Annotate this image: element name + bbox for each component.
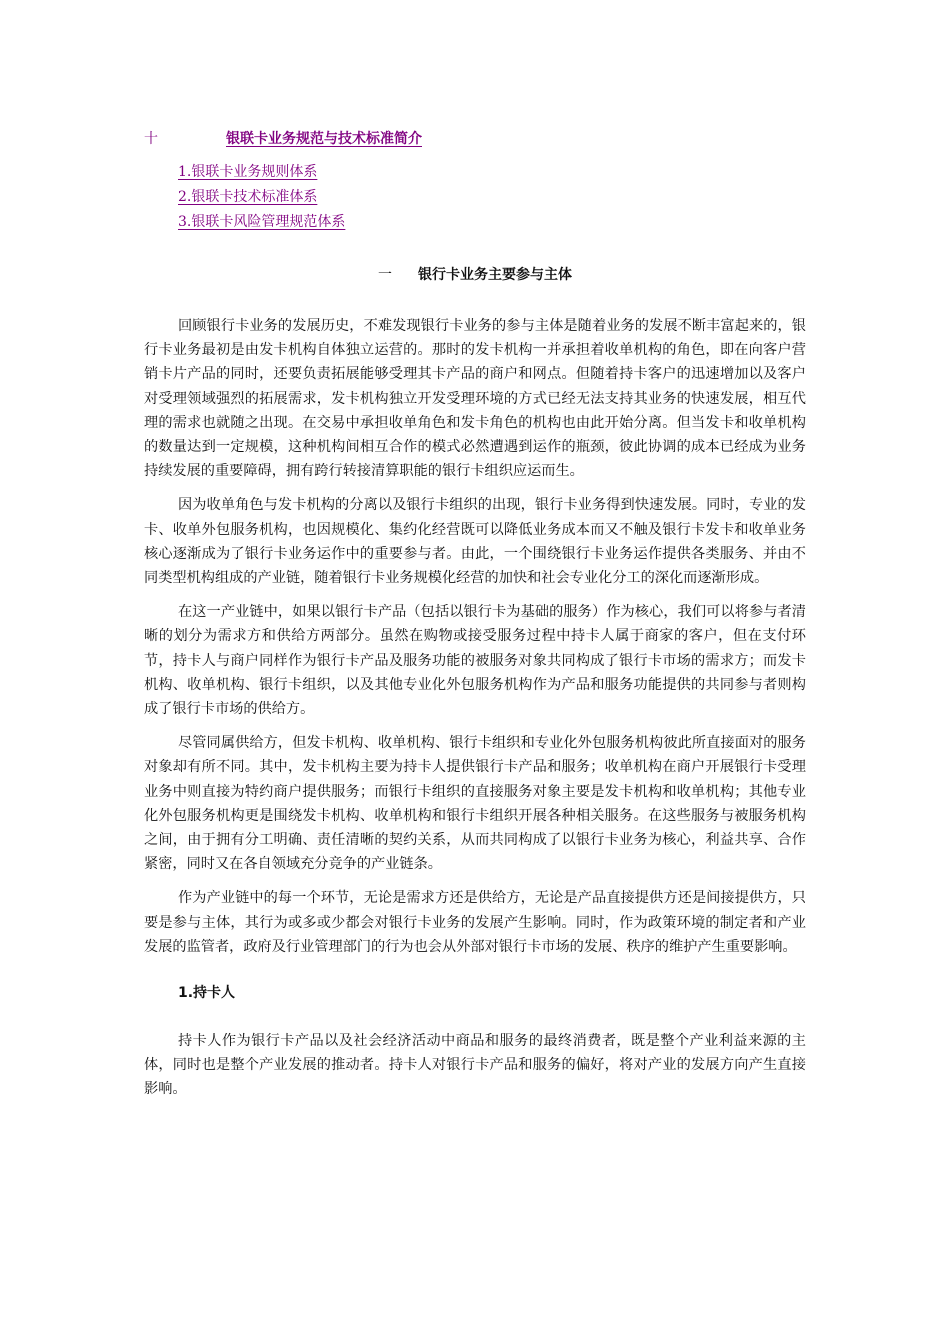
paragraph-history: 回顾银行卡业务的发展历史，不难发现银行卡业务的参与主体是随着业务的发展不断丰富起来的，银行卡业务最初是由发卡机构自体独立运营的。那时的发卡机构一并承担着收单机构的角色，即在向客户营销卡片产品的同时，还要负责拓展能够受理其卡产品的商户和网点。但随着持卡客户的迅速增加以及客户对受理领域强烈的拓展需求，发卡机构独立开发受理环境的方式已经无法支持其业务的快速发展，相互代理的需求也就随之出现。在交易中承担收单角色和发卡角色的机构也由此开始分离。但当发卡和收单机构的数量达到一定规模，这种机构间相互合作的模式必然遭遇到运作的瓶颈，彼此协调的成本已经成为业务持续发展的重要障碍，拥有跨行转接清算职能的银行卡组织应运而生。 [144,318,806,480]
section-number: 一 [378,267,392,283]
toc-heading-title: 银联卡业务规范与技术标准简介 [226,131,422,147]
paragraph-separation: 因为收单角色与发卡机构的分离以及银行卡组织的出现，银行卡业务得到快速发展。同时，专业的发卡、收单外包服务机构，也因规模化、集约化经营既可以降低业务成本而又不触及银行卡发卡和收单业务核心逐渐成为了银行卡业务运作中的重要参与者。由此，一个围绕银行卡业务运作提供各类服务、并由不同类型机构组成的产业链，随着银行卡业务规模化经营的加快和社会专业化分工的深化而逐渐形成。 [144,497,806,587]
toc-heading-number: 十 [144,131,158,147]
section-title: 银行卡业务主要参与主体 [418,267,572,283]
paragraph-supply-side: 尽管同属供给方，但发卡机构、收单机构、银行卡组织和专业化外包服务机构彼此所直接面对的服务对象却有所不同。其中，发卡机构主要为持卡人提供银行卡产品和服务；收单机构在商户开展银行卡受理业务中则直接为特约商户提供服务；而银行卡组织的直接服务对象主要是发卡机构和收单机构；其他专业化外包服务机构更是围绕发卡机构、收单机构和银行卡组织开展各种相关服务。在这些服务与被服务机构之间，由于拥有分工明确、责任清晰的契约关系，从而共同构成了以银行卡业务为核心，利益共享、合作紧密，同时又在各自领域充分竞争的产业链条。 [144,735,806,873]
article-body [144,314,806,1112]
toc-list [178,162,345,237]
toc-heading-link[interactable] [144,128,422,148]
paragraph-participants: 作为产业链中的每一个环节，无论是需求方还是供给方，无论是产品直接提供方还是间接提供方，只要是参与主体，其行为或多或少都会对银行卡业务的发展产生影响。同时，作为政策环境的制定者和产业发展的监管者，政府及行业管理部门的行为也会从外部对银行卡市场的发展、秩序的维护产生重要影响。 [144,890,806,955]
toc-link-business-rules[interactable]: 1.银联卡业务规则体系 [178,164,318,180]
section-heading [0,264,950,284]
subsection-heading-cardholder: 1.持卡人 [178,985,236,1002]
paragraph-cardholder: 持卡人作为银行卡产品以及社会经济活动中商品和服务的最终消费者，既是整个产业利益来源的主体，同时也是整个产业发展的推动者。持卡人对银行卡产品和服务的偏好，将对产业的发展方向产生直接影响。 [144,1033,806,1098]
paragraph-industry-chain: 在这一产业链中，如果以银行卡产品（包括以银行卡为基础的服务）作为核心，我们可以将参与者清晰的划分为需求方和供给方两部分。虽然在购物或接受服务过程中持卡人属于商家的客户，但在支付环节，持卡人与商户同样作为银行卡产品及服务功能的被服务对象共同构成了银行卡市场的需求方；而发卡机构、收单机构、银行卡组织，以及其他专业化外包服务机构作为产品和服务功能提供的共同参与者则构成了银行卡市场的供给方。 [144,604,806,718]
toc-link-technical-standards[interactable]: 2.银联卡技术标准体系 [178,189,318,205]
toc-link-risk-management[interactable]: 3.银联卡风险管理规范体系 [178,214,346,230]
